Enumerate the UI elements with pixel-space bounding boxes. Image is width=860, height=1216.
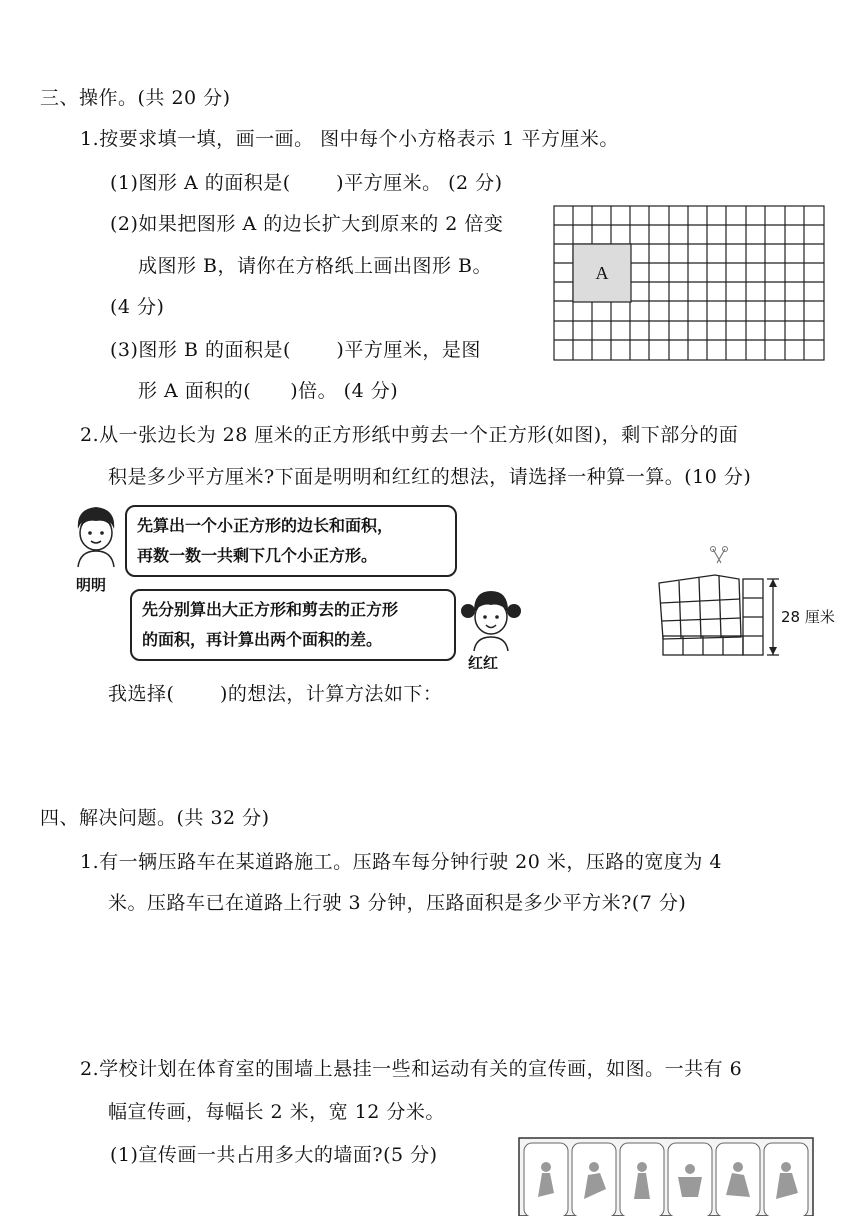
- honghong-bubble-line1: 先分别算出大正方形和剪去的正方形: [142, 600, 399, 619]
- mingming-speech-bubble: [125, 505, 457, 577]
- choose-line: 我选择( )的想法，计算方法如下：: [108, 683, 443, 705]
- section-3-title: 三、操作。(共 20 分): [40, 87, 231, 109]
- q2-line2: 积是多少平方厘米?下面是明明和红红的想法，请选择一种算一算。(10 分): [108, 466, 752, 488]
- s4-q2-line1: 2.学校计划在体育室的围墙上悬挂一些和运动有关的宣传画，如图。一共有 6: [80, 1058, 743, 1080]
- s4-q2-line2: 幅宣传画，每幅长 2 米，宽 12 分米。: [108, 1101, 445, 1123]
- q1-part2-line2: 成图形 B，请你在方格纸上画出图形 B。: [138, 255, 493, 277]
- q1-part2-line3: (4 分): [110, 296, 165, 318]
- honghong-name: 红红: [468, 654, 499, 672]
- shape-a-label: A: [595, 263, 609, 283]
- q1-part2-line1: (2)如果把图形 A 的边长扩大到原来的 2 倍变: [110, 213, 504, 235]
- q1-stem: 1.按要求填一填，画一画。 图中每个小方格表示 1 平方厘米。: [80, 128, 619, 150]
- q1-part3-line1: (3)图形 B 的面积是( )平方厘米，是图: [110, 339, 481, 361]
- q1-part3-line2: 形 A 面积的( )倍。 (4 分): [138, 380, 399, 402]
- mingming-name: 明明: [76, 576, 107, 594]
- honghong-bubble-line2: 的面积，再计算出两个面积的差。: [142, 630, 383, 649]
- mingming-bubble-line2: 再数一数一共剩下几个小正方形。: [137, 546, 378, 565]
- s4-q2-part1: (1)宣传画一共占用多大的墙面?(5 分): [110, 1144, 438, 1166]
- honghong-avatar: [458, 585, 524, 651]
- section-4-title: 四、解决问题。(共 32 分): [40, 807, 270, 829]
- grid-paper: [553, 205, 825, 361]
- q2-line1: 2.从一张边长为 28 厘米的正方形纸中剪去一个正方形(如图)，剩下部分的面: [80, 424, 739, 446]
- cut-square-figure: [655, 545, 835, 660]
- mingming-bubble-line1: 先算出一个小正方形的边长和面积，: [137, 516, 394, 535]
- poster-strip-figure: [518, 1137, 814, 1216]
- honghong-speech-bubble: [130, 589, 456, 661]
- mingming-avatar: [70, 503, 122, 567]
- s4-q1-line2: 米。压路车已在道路上行驶 3 分钟，压路面积是多少平方米?(7 分): [108, 892, 687, 914]
- side-length-label: 28 厘米: [781, 608, 835, 626]
- q1-part1: (1)图形 A 的面积是( )平方厘米。 (2 分): [110, 172, 503, 194]
- s4-q1-line1: 1.有一辆压路车在某道路施工。压路车每分钟行驶 20 米，压路的宽度为 4: [80, 851, 723, 873]
